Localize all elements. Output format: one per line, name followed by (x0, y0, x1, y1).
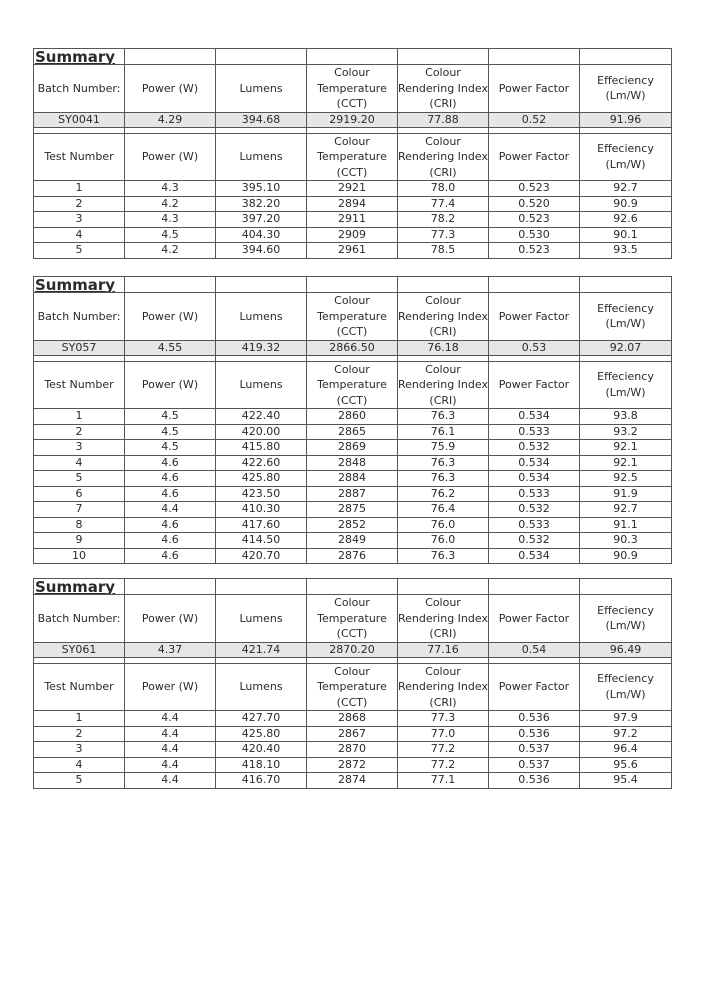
test-number: 9 (34, 533, 125, 549)
table-row (34, 227, 672, 243)
header-efficiency: Effeciency (Lm/W) (580, 595, 672, 643)
test-pf: 0.534 (489, 409, 580, 425)
test-cct: 2921 (307, 181, 398, 197)
test-lumens: 420.70 (216, 548, 307, 564)
test-pf: 0.523 (489, 243, 580, 259)
test-cct: 2849 (307, 533, 398, 549)
test-efficiency: 92.6 (580, 212, 672, 228)
table-row (34, 711, 672, 727)
test-number: 3 (34, 742, 125, 758)
summary-title-row (34, 579, 672, 595)
test-pf: 0.536 (489, 726, 580, 742)
batch-summary-row (34, 340, 672, 355)
test-lumens: 382.20 (216, 196, 307, 212)
header-cct: Colour Temperature (CCT) (307, 65, 398, 113)
test-cri: 77.3 (398, 227, 489, 243)
test-pf: 0.534 (489, 471, 580, 487)
header-efficiency: Effeciency (Lm/W) (580, 293, 672, 341)
test-power: 4.6 (125, 517, 216, 533)
header-cri: Colour Rendering Index (CRI) (398, 664, 488, 709)
table-row (34, 486, 672, 502)
test-efficiency: 93.8 (580, 409, 672, 425)
table-row (34, 548, 672, 564)
test-number: 1 (34, 409, 125, 425)
test-lumens: 415.80 (216, 440, 307, 456)
test-pf: 0.536 (489, 773, 580, 789)
test-cri: 76.3 (398, 455, 489, 471)
test-lumens: 416.70 (216, 773, 307, 789)
header-cri: Colour Rendering Index (CRI) (398, 362, 488, 407)
test-efficiency: 93.2 (580, 424, 672, 440)
test-power: 4.5 (125, 440, 216, 456)
test-cct: 2875 (307, 502, 398, 518)
test-cri: 77.3 (398, 711, 489, 727)
table-row (34, 726, 672, 742)
test-cri: 78.0 (398, 181, 489, 197)
test-efficiency: 92.7 (580, 181, 672, 197)
test-pf: 0.533 (489, 517, 580, 533)
test-cri: 78.5 (398, 243, 489, 259)
header-efficiency: Effeciency (Lm/W) (580, 133, 672, 181)
table-row (34, 196, 672, 212)
test-power: 4.5 (125, 227, 216, 243)
test-power: 4.6 (125, 471, 216, 487)
test-cri: 77.2 (398, 757, 489, 773)
batch-efficiency: 92.07 (580, 340, 672, 355)
header-cri: Colour Rendering Index (CRI) (398, 596, 488, 640)
table-row (34, 742, 672, 758)
test-cct: 2870 (307, 742, 398, 758)
summary-table-2 (33, 276, 672, 564)
test-pf: 0.520 (489, 196, 580, 212)
test-efficiency: 92.5 (580, 471, 672, 487)
test-cri: 77.1 (398, 773, 489, 789)
test-number: 2 (34, 424, 125, 440)
test-lumens: 425.80 (216, 726, 307, 742)
test-power: 4.4 (125, 773, 216, 789)
test-cct: 2869 (307, 440, 398, 456)
test-power: 4.5 (125, 424, 216, 440)
test-efficiency: 92.1 (580, 440, 672, 456)
table-row (34, 440, 672, 456)
header-cct: Colour Temperature (CCT) (307, 293, 398, 341)
batch-header-row (34, 293, 672, 341)
header-batch-number: Batch Number: (34, 65, 125, 113)
test-power: 4.6 (125, 486, 216, 502)
test-pf: 0.523 (489, 212, 580, 228)
header-power: Power (W) (125, 663, 216, 711)
test-cri: 76.3 (398, 409, 489, 425)
table-row (34, 517, 672, 533)
header-lumens: Lumens (216, 65, 307, 113)
test-cct: 2872 (307, 757, 398, 773)
test-power: 4.3 (125, 212, 216, 228)
table-row (34, 455, 672, 471)
summary-title-row (34, 49, 672, 65)
header-cri: Colour Rendering Index (CRI) (398, 66, 488, 110)
test-cri: 78.2 (398, 212, 489, 228)
summary-table-1 (33, 48, 672, 259)
test-number: 1 (34, 711, 125, 727)
test-number: 6 (34, 486, 125, 502)
test-number: 5 (34, 243, 125, 259)
test-pf: 0.532 (489, 502, 580, 518)
test-pf: 0.530 (489, 227, 580, 243)
header-power-factor: Power Factor (489, 293, 580, 341)
test-cct: 2848 (307, 455, 398, 471)
header-cct: Colour Temperature (CCT) (307, 663, 398, 711)
test-efficiency: 91.1 (580, 517, 672, 533)
test-number: 10 (34, 548, 125, 564)
table-row (34, 471, 672, 487)
test-cct: 2865 (307, 424, 398, 440)
test-rows (34, 181, 672, 259)
table-row (34, 757, 672, 773)
header-lumens: Lumens (216, 293, 307, 341)
test-number: 3 (34, 440, 125, 456)
summary-table-3 (33, 578, 672, 789)
test-lumens: 422.60 (216, 455, 307, 471)
batch-lumens: 421.74 (216, 642, 307, 657)
batch-summary-row (34, 112, 672, 127)
header-cct: Colour Temperature (CCT) (307, 595, 398, 643)
batch-pf: 0.52 (489, 112, 580, 127)
test-lumens: 425.80 (216, 471, 307, 487)
test-lumens: 422.40 (216, 409, 307, 425)
batch-id: SY061 (34, 642, 125, 657)
header-power: Power (W) (125, 361, 216, 409)
test-efficiency: 92.1 (580, 455, 672, 471)
summary-section-2 (33, 276, 671, 564)
test-number: 5 (34, 471, 125, 487)
header-cri: Colour Rendering Index (CRI) (398, 294, 488, 338)
test-number: 4 (34, 757, 125, 773)
test-pf: 0.534 (489, 548, 580, 564)
test-pf: 0.533 (489, 424, 580, 440)
batch-pf: 0.54 (489, 642, 580, 657)
table-row (34, 409, 672, 425)
test-pf: 0.537 (489, 742, 580, 758)
test-lumens: 417.60 (216, 517, 307, 533)
test-number: 8 (34, 517, 125, 533)
test-pf: 0.534 (489, 455, 580, 471)
test-power: 4.4 (125, 757, 216, 773)
test-number: 4 (34, 227, 125, 243)
test-cri: 76.1 (398, 424, 489, 440)
test-efficiency: 91.9 (580, 486, 672, 502)
header-power-factor: Power Factor (489, 663, 580, 711)
summary-title: Summary (34, 49, 125, 65)
test-lumens: 397.20 (216, 212, 307, 228)
test-lumens: 414.50 (216, 533, 307, 549)
header-batch-number: Batch Number: (34, 595, 125, 643)
test-header-row (34, 663, 672, 711)
test-pf: 0.533 (489, 486, 580, 502)
test-power: 4.2 (125, 196, 216, 212)
test-cct: 2894 (307, 196, 398, 212)
test-cri: 76.0 (398, 533, 489, 549)
batch-power: 4.29 (125, 112, 216, 127)
header-test-number: Test Number (34, 663, 125, 711)
test-pf: 0.523 (489, 181, 580, 197)
batch-summary-row (34, 642, 672, 657)
table-row (34, 243, 672, 259)
table-row (34, 181, 672, 197)
test-cri: 76.4 (398, 502, 489, 518)
table-row (34, 502, 672, 518)
header-power: Power (W) (125, 595, 216, 643)
table-row (34, 533, 672, 549)
test-cri: 76.0 (398, 517, 489, 533)
test-cct: 2887 (307, 486, 398, 502)
test-rows (34, 409, 672, 564)
test-number: 1 (34, 181, 125, 197)
test-cct: 2874 (307, 773, 398, 789)
test-power: 4.6 (125, 548, 216, 564)
test-cri: 76.3 (398, 548, 489, 564)
batch-cri: 77.16 (398, 642, 489, 657)
test-power: 4.2 (125, 243, 216, 259)
header-lumens: Lumens (216, 663, 307, 711)
test-lumens: 427.70 (216, 711, 307, 727)
test-power: 4.4 (125, 726, 216, 742)
test-power: 4.6 (125, 533, 216, 549)
test-efficiency: 97.9 (580, 711, 672, 727)
header-lumens: Lumens (216, 595, 307, 643)
test-cct: 2867 (307, 726, 398, 742)
summary-title: Summary (34, 277, 125, 293)
test-power: 4.4 (125, 502, 216, 518)
test-efficiency: 95.4 (580, 773, 672, 789)
header-lumens: Lumens (216, 361, 307, 409)
test-efficiency: 93.5 (580, 243, 672, 259)
test-cct: 2868 (307, 711, 398, 727)
test-pf: 0.537 (489, 757, 580, 773)
header-cct: Colour Temperature (CCT) (307, 133, 398, 181)
header-efficiency: Effeciency (Lm/W) (580, 663, 672, 711)
test-lumens: 410.30 (216, 502, 307, 518)
test-power: 4.4 (125, 742, 216, 758)
batch-lumens: 394.68 (216, 112, 307, 127)
batch-id: SY0041 (34, 112, 125, 127)
table-row (34, 212, 672, 228)
test-cri: 75.9 (398, 440, 489, 456)
header-test-number: Test Number (34, 133, 125, 181)
test-cct: 2876 (307, 548, 398, 564)
test-efficiency: 90.9 (580, 196, 672, 212)
test-efficiency: 90.3 (580, 533, 672, 549)
test-number: 2 (34, 726, 125, 742)
test-header-row (34, 361, 672, 409)
header-lumens: Lumens (216, 133, 307, 181)
summary-title-row (34, 277, 672, 293)
test-cct: 2852 (307, 517, 398, 533)
header-power-factor: Power Factor (489, 595, 580, 643)
batch-efficiency: 91.96 (580, 112, 672, 127)
batch-cri: 76.18 (398, 340, 489, 355)
test-lumens: 394.60 (216, 243, 307, 259)
header-power-factor: Power Factor (489, 361, 580, 409)
test-cct: 2884 (307, 471, 398, 487)
test-cct: 2909 (307, 227, 398, 243)
header-power: Power (W) (125, 65, 216, 113)
batch-lumens: 419.32 (216, 340, 307, 355)
test-rows (34, 711, 672, 789)
test-efficiency: 92.7 (580, 502, 672, 518)
test-cct: 2860 (307, 409, 398, 425)
header-power: Power (W) (125, 293, 216, 341)
batch-header-row (34, 65, 672, 113)
batch-cct: 2866.50 (307, 340, 398, 355)
test-power: 4.4 (125, 711, 216, 727)
test-lumens: 395.10 (216, 181, 307, 197)
test-cct: 2961 (307, 243, 398, 259)
batch-cct: 2919.20 (307, 112, 398, 127)
header-power: Power (W) (125, 133, 216, 181)
test-cri: 77.4 (398, 196, 489, 212)
test-number: 2 (34, 196, 125, 212)
test-power: 4.3 (125, 181, 216, 197)
batch-power: 4.37 (125, 642, 216, 657)
test-lumens: 420.40 (216, 742, 307, 758)
summary-section-1 (33, 48, 671, 259)
test-power: 4.5 (125, 409, 216, 425)
test-number: 5 (34, 773, 125, 789)
test-efficiency: 97.2 (580, 726, 672, 742)
test-cri: 76.3 (398, 471, 489, 487)
header-cct: Colour Temperature (CCT) (307, 361, 398, 409)
test-lumens: 404.30 (216, 227, 307, 243)
test-cct: 2911 (307, 212, 398, 228)
summary-section-3 (33, 578, 671, 789)
batch-pf: 0.53 (489, 340, 580, 355)
header-efficiency: Effeciency (Lm/W) (580, 361, 672, 409)
header-cri: Colour Rendering Index (CRI) (398, 134, 488, 179)
test-power: 4.6 (125, 455, 216, 471)
batch-efficiency: 96.49 (580, 642, 672, 657)
test-efficiency: 90.9 (580, 548, 672, 564)
header-power-factor: Power Factor (489, 65, 580, 113)
test-cri: 77.2 (398, 742, 489, 758)
test-pf: 0.536 (489, 711, 580, 727)
test-pf: 0.532 (489, 440, 580, 456)
summary-title: Summary (34, 579, 125, 595)
header-batch-number: Batch Number: (34, 293, 125, 341)
test-number: 4 (34, 455, 125, 471)
table-row (34, 773, 672, 789)
test-cri: 77.0 (398, 726, 489, 742)
test-cri: 76.2 (398, 486, 489, 502)
batch-id: SY057 (34, 340, 125, 355)
test-efficiency: 95.6 (580, 757, 672, 773)
test-lumens: 418.10 (216, 757, 307, 773)
header-power-factor: Power Factor (489, 133, 580, 181)
header-test-number: Test Number (34, 361, 125, 409)
test-pf: 0.532 (489, 533, 580, 549)
batch-power: 4.55 (125, 340, 216, 355)
batch-cct: 2870.20 (307, 642, 398, 657)
test-lumens: 420.00 (216, 424, 307, 440)
test-number: 7 (34, 502, 125, 518)
test-efficiency: 96.4 (580, 742, 672, 758)
header-efficiency: Effeciency (Lm/W) (580, 65, 672, 113)
test-efficiency: 90.1 (580, 227, 672, 243)
batch-cri: 77.88 (398, 112, 489, 127)
test-number: 3 (34, 212, 125, 228)
batch-header-row (34, 595, 672, 643)
test-lumens: 423.50 (216, 486, 307, 502)
test-header-row (34, 133, 672, 181)
table-row (34, 424, 672, 440)
